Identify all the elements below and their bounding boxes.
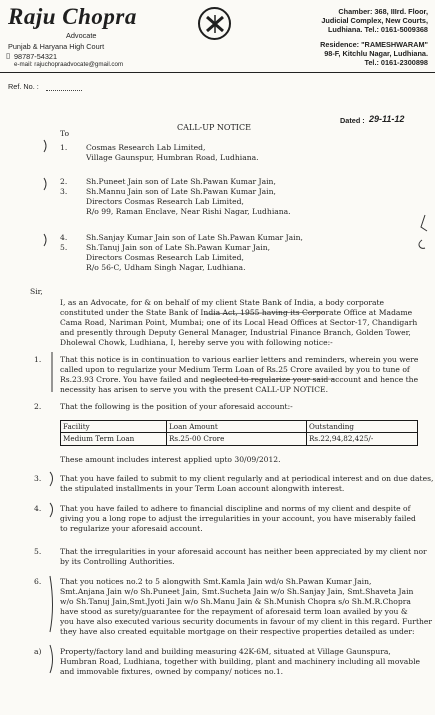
table-header-cell: Facility (63, 422, 90, 431)
email-address: e-mail: rajuchopraadvocate@gmail.com (14, 61, 124, 68)
addressee-number: 5. (60, 243, 68, 252)
paragraph-line: That the following is the position of your aforesaid account:- (60, 402, 293, 411)
dated-label: Dated : (340, 116, 365, 125)
table-cell: Medium Term Loan (63, 434, 135, 443)
paragraph-line: That you have failed to submit to my client regularly and at periodical interest and on due dates, (60, 474, 434, 483)
paragraph-line: Property/factory land and building measuring 42K-6M, situated at Village Gaunspura, (60, 647, 391, 656)
paragraph-number: 1. (34, 355, 42, 364)
salutation: Sir, (30, 287, 43, 296)
paragraph-line: they have also created equitable mortgage on their respective properties detailed as under: (60, 627, 415, 636)
paragraph-line: giving you a long rope to adjust the irregularities in your account, you have miserably failed (60, 514, 416, 523)
table-header-cell: Outstanding (309, 422, 355, 431)
paragraph-number: a) (34, 647, 42, 656)
residence-line-1: Residence: "RAMESHWARAM" (320, 40, 428, 49)
paragraph-line: you have also executed various security documents in favour of my client in this regard. Further (60, 617, 433, 626)
residence-line-2: 98-F, Kitchlu Nagar, Ludhiana. (324, 49, 428, 58)
residence-line-3: Tel.: 0161-2300898 (364, 58, 428, 67)
ref-label: Ref. No. : (8, 82, 39, 91)
chamber-line-3: Ludhiana. Tel.: 0161-5009368 (327, 25, 428, 34)
paragraph-line: That the irregularities in your aforesaid account has neither been appreciated by my client nor (60, 547, 427, 556)
paragraph-line: by its Controlling Authorities. (60, 557, 175, 566)
paragraph-number: 3. (34, 474, 42, 483)
addressee-line: Cosmas Research Lab Limited, (86, 143, 206, 152)
court-name: Punjab & Haryana High Court (8, 42, 105, 51)
paragraph-number: 6. (34, 577, 42, 586)
paragraph-line: That you notices no.2 to 5 alongwith Smt.Kamla Jain wd/o Sh.Pawan Kumar Jain, (60, 577, 372, 586)
notice-title: CALL-UP NOTICE (177, 123, 251, 132)
intro-line: Dholewal Chowk, Ludhiana, I, hereby serve you with following notice:- (60, 338, 333, 347)
paragraph-number: 4. (34, 504, 42, 513)
table-cell: Rs.22,94,82,425/- (309, 434, 374, 443)
addressee-line: R/o 56-C, Udham Singh Nagar, Ludhiana. (86, 263, 246, 272)
intro-line: constituted under the State Bank of India Act, 1955 having its Corporate Office at Madame (60, 308, 413, 317)
table-header-cell: Loan Amount (169, 422, 218, 431)
addressee-line: Directors Cosmas Research Lab Limited, (86, 197, 244, 206)
paragraph-number: 5. (34, 547, 42, 556)
addressee-line: Sh.Mannu Jain son of Late Sh.Pawan Kumar Jain, (86, 187, 276, 196)
addressee-number: 3. (60, 187, 68, 196)
intro-line: Cama Road, Nariman Point, Mumbai; one of its Local Head Offices at Sector-17, Chandigarh (60, 318, 418, 327)
mobile-icon: ▯ (6, 51, 11, 60)
intro-line: I, as an Advocate, for & on behalf of my client State Bank of India, a body corporate (60, 298, 385, 307)
paragraph-number: 2. (34, 402, 42, 411)
paragraph-line: have stood as surety/guarantee for the repayment of aforesaid term loan availed by you & (60, 607, 408, 616)
paragraph-line: to regularize your aforesaid account. (60, 524, 203, 533)
addressee-line: Village Gaunspur, Humbran Road, Ludhiana. (86, 153, 259, 162)
to-label: To (60, 129, 70, 138)
mobile-number: 98787-54321 (14, 52, 58, 61)
addressee-line: Directors Cosmas Research Lab Limited, (86, 253, 244, 262)
paragraph-line: the stipulated installments in your Term Loan account alongwith interest. (60, 484, 345, 493)
paragraph-line: Humbran Road, Ludhiana, together with building, plant and machinery including all movable (60, 657, 421, 666)
addressee-line: Sh.Tanuj Jain son of Late Sh.Pawan Kumar Jain, (86, 243, 271, 252)
addressee-line: Sh.Puneet Jain son of Late Sh.Pawan Kumar Jain, (86, 177, 276, 186)
chamber-line-1: Chamber: 368, IIIrd. Floor, (338, 7, 428, 16)
addressee-line: R/o 99, Raman Enclave, Near Rishi Nagar, Ludhiana. (86, 207, 291, 216)
paragraph-line: and immovable fixtures, owned by company/ notices no.1. (60, 667, 284, 676)
addressee-number: 4. (60, 233, 68, 242)
paragraph-line: Rs.23.93 Crore. You have failed and neglected to regularize your said account and hence the (60, 375, 419, 384)
interest-note: These amount includes interest applied upto 30/09/2012. (60, 455, 281, 464)
addressee-number: 2. (60, 177, 68, 186)
paragraph-line: That you have failed to adhere to financial discipline and norms of my client and despite of (60, 504, 411, 513)
addressee-number: 1. (60, 143, 68, 152)
advocate-title: Advocate (66, 31, 97, 40)
paragraph-line: Smt.Anjana Jain w/o Sh.Puneet Jain, Smt.Sucheta Jain w/o Sh.Sanjay Jain, Smt.Shaveta Jain (60, 587, 414, 596)
chamber-line-2: Judicial Complex, New Courts, (321, 16, 428, 25)
paragraph-line: called upon to regularize your Medium Term Loan of Rs.25 Crore availed by you to tune of (60, 365, 410, 374)
intro-line: and presently through Deputy General Manager, Industrial Finance Branch, Golden Tower, (60, 328, 411, 337)
table-cell: Rs.25-00 Crore (169, 434, 225, 443)
paragraph-line: necessity has arisen to serve you with the present CALL-UP NOTICE. (60, 385, 328, 394)
advocate-name: Raju Chopra (8, 4, 137, 29)
paragraph-line: That this notice is in continuation to various earlier letters and reminders, wherein you were (60, 355, 419, 364)
dated-value: 29-11-12 (369, 114, 405, 124)
paragraph-line: w/o Sh.Tanuj Jain,Smt.Jyoti Jain w/o Sh.Manu Jain & Sh.Munish Chopra s/o Sh.M.R.Chopra (60, 597, 411, 606)
addressee-line: Sh.Sanjay Kumar Jain son of Late Sh.Pawan Kumar Jain, (86, 233, 303, 242)
